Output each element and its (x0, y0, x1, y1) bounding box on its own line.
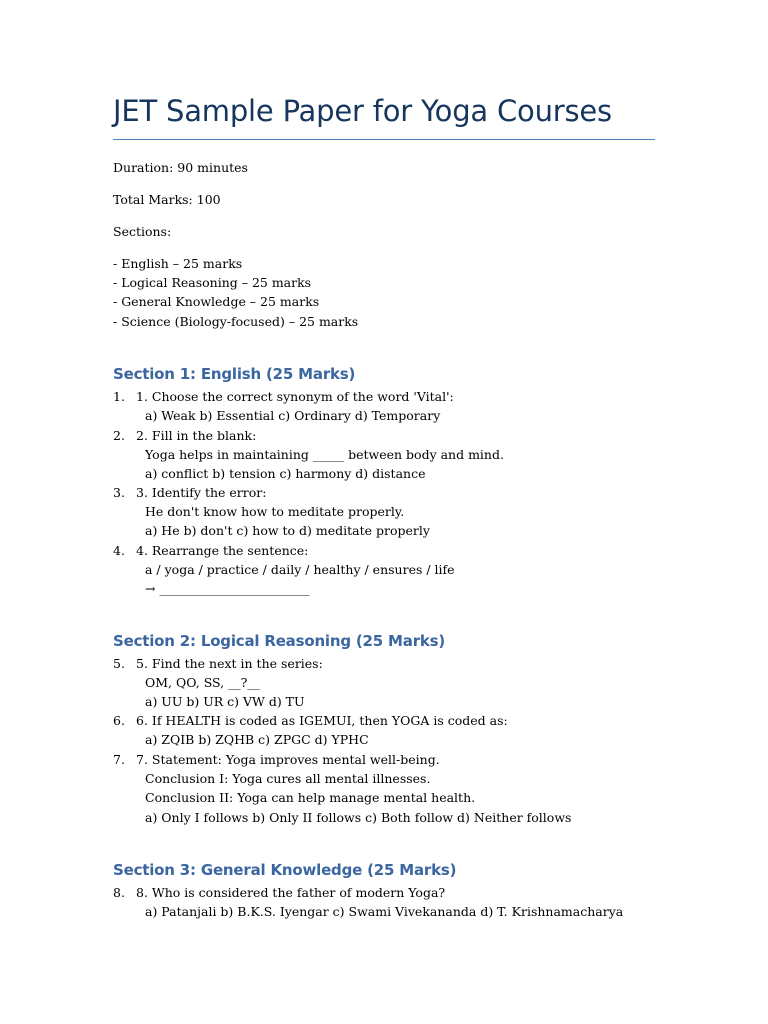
question-text: 5. Find the next in the series: (136, 656, 323, 671)
section-heading: Section 1: English (25 Marks) (113, 365, 356, 383)
section-heading: Section 3: General Knowledge (25 Marks) (113, 861, 457, 879)
question-options: a) ZQIB b) ZQHB c) ZPGC d) YPHC (145, 732, 369, 747)
question-number: 2. (113, 428, 125, 443)
title-underline (113, 139, 655, 140)
duration-text: Duration: 90 minutes (113, 160, 248, 175)
question-options: a) Weak b) Essential c) Ordinary d) Temporary (145, 408, 441, 423)
answer-blank: → ________________________ (145, 581, 310, 596)
section-heading: Section 2: Logical Reasoning (25 Marks) (113, 632, 446, 650)
question-number: 3. (113, 485, 125, 500)
question-number: 8. (113, 885, 125, 900)
document-title: JET Sample Paper for Yoga Courses (113, 94, 612, 128)
question-line: Yoga helps in maintaining _____ between body and mind. (145, 447, 504, 462)
question-text: 2. Fill in the blank: (136, 428, 257, 443)
question-number: 1. (113, 389, 125, 404)
question-number: 6. (113, 713, 125, 728)
question-text: 7. Statement: Yoga improves mental well-being. (136, 752, 440, 767)
question-line: Conclusion I: Yoga cures all mental illnesses. (145, 771, 431, 786)
question-line: He don't know how to meditate properly. (145, 504, 405, 519)
question-options: a) Only I follows b) Only II follows c) Both follow d) Neither follows (145, 810, 572, 825)
question-line: Conclusion II: Yoga can help manage mental health. (145, 790, 476, 805)
section-list-item: - Logical Reasoning – 25 marks (113, 275, 312, 290)
question-line: a / yoga / practice / daily / healthy / ensures / life (145, 562, 455, 577)
question-number: 7. (113, 752, 125, 767)
total-marks-text: Total Marks: 100 (113, 192, 221, 207)
question-options: a) Patanjali b) B.K.S. Iyengar c) Swami Vivekananda d) T. Krishnamacharya (145, 904, 624, 919)
question-number: 5. (113, 656, 125, 671)
question-text: 8. Who is considered the father of modern Yoga? (136, 885, 446, 900)
question-text: 6. If HEALTH is coded as IGEMUI, then YOGA is coded as: (136, 713, 508, 728)
question-options: a) He b) don't c) how to d) meditate properly (145, 523, 430, 538)
sections-label: Sections: (113, 224, 172, 239)
section-list-item: - Science (Biology-focused) – 25 marks (113, 314, 359, 329)
question-text: 1. Choose the correct synonym of the word 'Vital': (136, 389, 454, 404)
question-line: OM, QO, SS, __?__ (145, 675, 260, 690)
section-list-item: - English – 25 marks (113, 256, 243, 271)
question-text: 3. Identify the error: (136, 485, 267, 500)
question-options: a) UU b) UR c) VW d) TU (145, 694, 305, 709)
section-list-item: - General Knowledge – 25 marks (113, 294, 320, 309)
question-text: 4. Rearrange the sentence: (136, 543, 309, 558)
question-options: a) conflict b) tension c) harmony d) distance (145, 466, 426, 481)
question-number: 4. (113, 543, 125, 558)
